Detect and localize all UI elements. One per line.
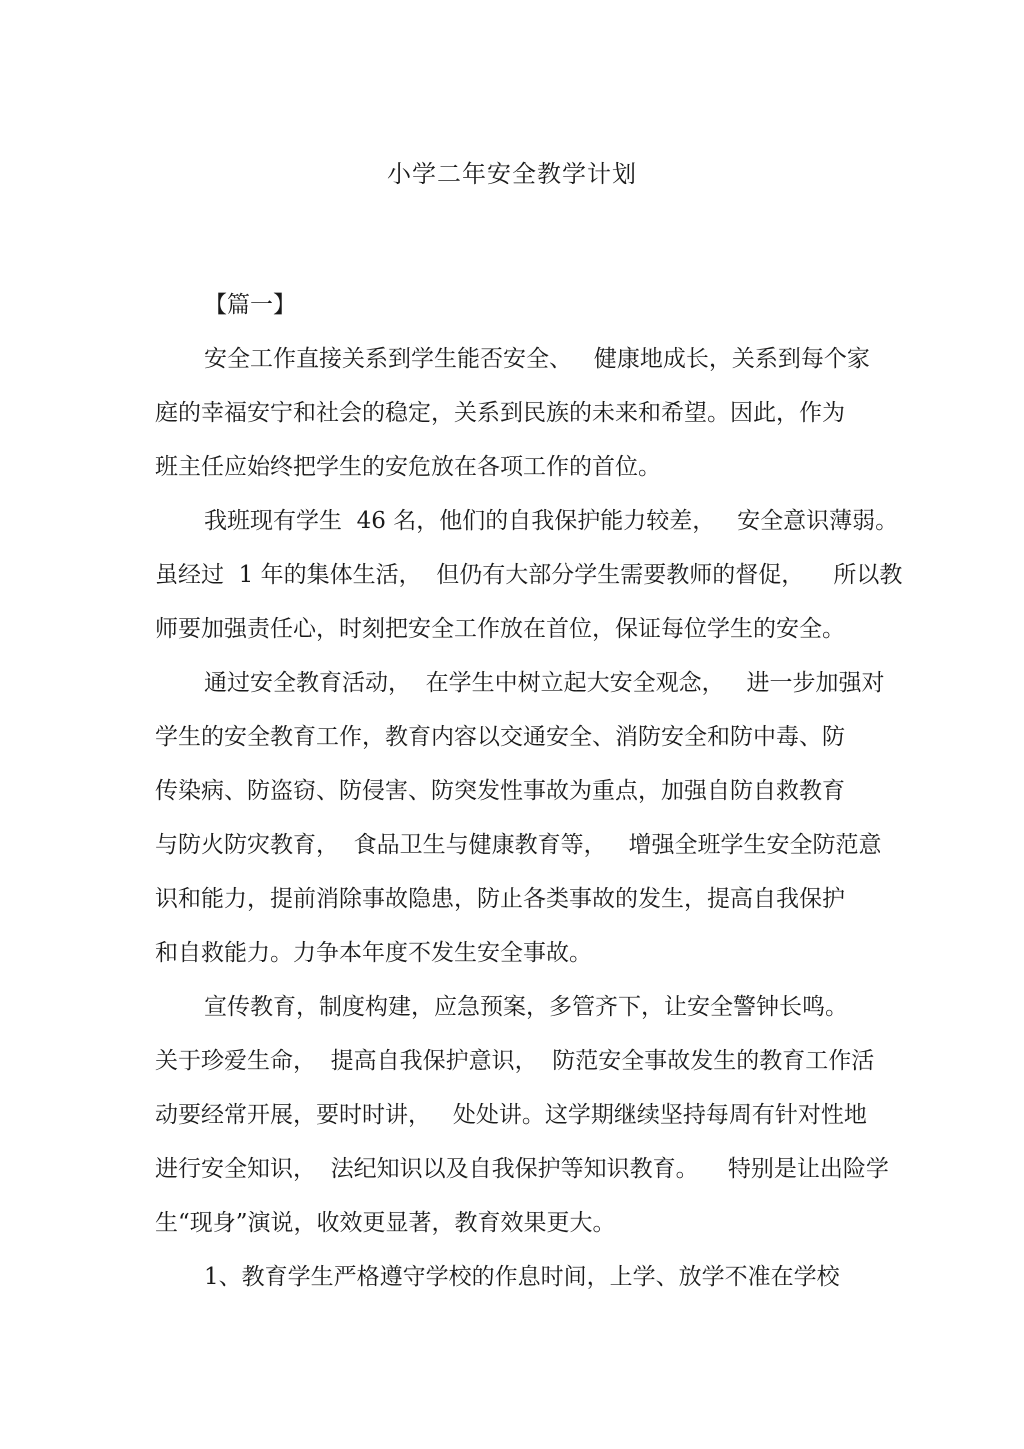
paragraph-line: 1、教育学生严格遵守学校的作息时间，上学、放学不准在学校 <box>204 1264 840 1290</box>
paragraph-line: 庭的幸福安宁和社会的稳定，关系到民族的未来和希望。因此，作为 <box>155 400 845 426</box>
paragraph-line: 虽经过 1 年的集体生活， 但仍有大部分学生需要教师的督促， 所以教 <box>155 562 903 588</box>
paragraph-line: 进行安全知识， 法纪知识以及自我保护等知识教育。 特别是让出险学 <box>155 1156 889 1182</box>
paragraph-line: 动要经常开展，要时时讲， 处处讲。这学期继续坚持每周有针对性地 <box>155 1102 867 1128</box>
paragraph-line: 我班现有学生 46 名，他们的自我保护能力较差， 安全意识薄弱。 <box>204 508 899 534</box>
paragraph-line: 师要加强责任心，时刻把安全工作放在首位，保证每位学生的安全。 <box>155 616 845 642</box>
section-label: 【篇一】 <box>204 292 296 318</box>
paragraph-line: 与防火防灾教育， 食品卫生与健康教育等， 增强全班学生安全防范意 <box>155 832 882 858</box>
paragraph-line: 学生的安全教育工作，教育内容以交通安全、消防安全和防中毒、防 <box>155 724 845 750</box>
paragraph-line: 传染病、防盗窃、防侵害、防突发性事故为重点，加强自防自救教育 <box>155 778 845 804</box>
paragraph-line: 关于珍爱生命， 提高自我保护意识， 防范安全事故发生的教育工作活 <box>155 1048 875 1074</box>
paragraph-line: 识和能力，提前消除事故隐患，防止各类事故的发生，提高自我保护 <box>155 886 845 912</box>
paragraph-line: 通过安全教育活动， 在学生中树立起大安全观念， 进一步加强对 <box>204 670 885 696</box>
paragraph-line: 宣传教育，制度构建，应急预案，多管齐下，让安全警钟长鸣。 <box>204 994 848 1020</box>
paragraph-line: 生“现身”演说，收效更显著，教育效果更大。 <box>155 1210 616 1236</box>
paragraph-line: 班主任应始终把学生的安危放在各项工作的首位。 <box>155 454 661 480</box>
document-title: 小学二年安全教学计划 <box>387 160 637 188</box>
paragraph-line: 和自救能力。力争本年度不发生安全事故。 <box>155 940 592 966</box>
paragraph-line: 安全工作直接关系到学生能否安全、 健康地成长，关系到每个家 <box>204 346 870 372</box>
